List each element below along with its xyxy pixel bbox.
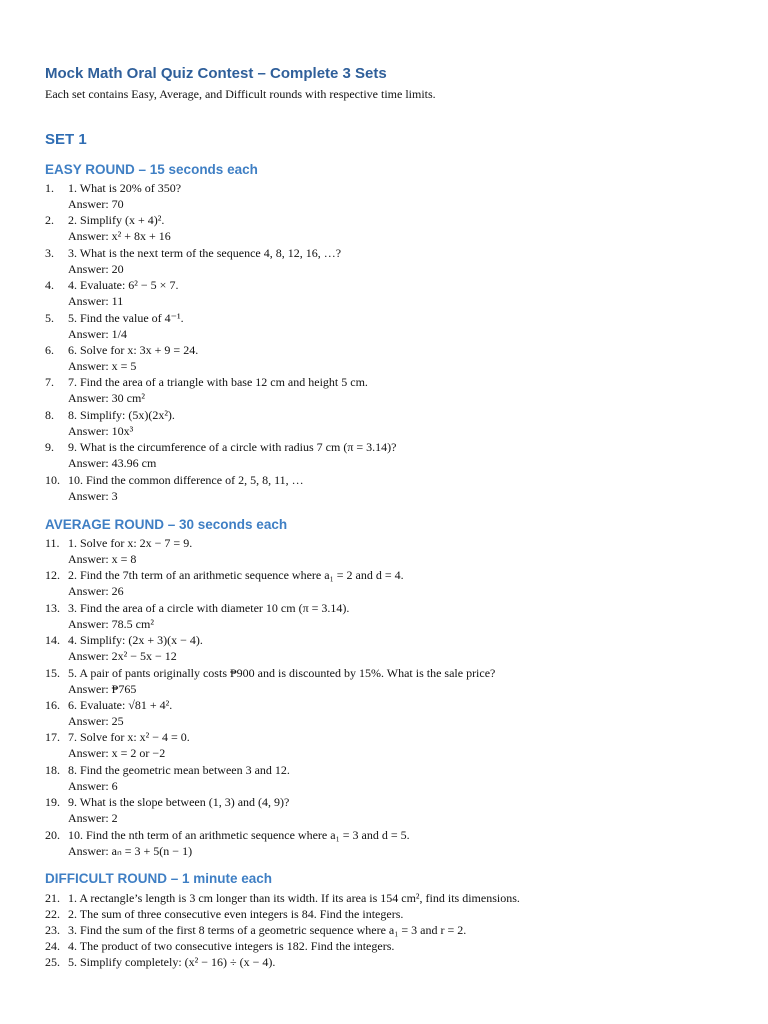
item-number: 14. (45, 633, 60, 648)
item-number: 20. (45, 827, 60, 842)
item-number: 16. (45, 698, 60, 712)
question-text: 5. Simplify completely: (x² − 16) ÷ (x − 4). (68, 955, 276, 970)
list-item (0, 567, 768, 599)
list-item (0, 407, 768, 439)
item-number: 6. (45, 343, 54, 357)
list-item (0, 954, 768, 986)
list-item (0, 472, 768, 504)
list-item (0, 794, 768, 826)
list-item (0, 310, 768, 342)
answer-text: Answer: x = 8 (68, 552, 137, 566)
question-text: 2. The sum of three consecutive even integers is 84. Find the integers. (68, 907, 404, 922)
item-number: 22. (45, 907, 60, 922)
list-item (0, 762, 768, 794)
average-round-heading: AVERAGE ROUND – 30 seconds each (45, 517, 288, 532)
set-1-heading: SET 1 (45, 131, 87, 148)
list-item (0, 342, 768, 374)
question-text: 1. Solve for x: 2x − 7 = 9. (68, 536, 193, 550)
list-item (0, 697, 768, 729)
answer-text: Answer: 78.5 cm² (68, 616, 154, 631)
document-subtitle: Each set contains Easy, Average, and Difficult rounds with respective time limits. (45, 87, 436, 101)
question-text: 5. A pair of pants originally costs ₱900 and is discounted by 15%. What is the sale price? (68, 665, 496, 680)
item-number: 13. (45, 600, 60, 615)
difficult-round-heading: DIFFICULT ROUND – 1 minute each (45, 871, 273, 886)
answer-text: Answer: ₱765 (68, 681, 137, 696)
item-number: 17. (45, 730, 60, 745)
item-number: 12. (45, 568, 60, 583)
item-number: 3. (45, 245, 54, 260)
question-text: 3. What is the next term of the sequence 4, 8, 12, 16, …? (68, 245, 342, 260)
question-text: 4. The product of two consecutive integers is 182. Find the integers. (68, 939, 395, 954)
answer-text: Answer: 2x² − 5x − 12 (68, 649, 177, 664)
item-number: 15. (45, 665, 60, 680)
list-item (0, 180, 768, 212)
question-text: 1. A rectangle’s length is 3 cm longer than its width. If its area is 154 cm², find its dimensions. (68, 891, 520, 905)
answer-text: Answer: 6 (68, 778, 118, 793)
item-number: 1. (45, 181, 54, 195)
item-number: 23. (45, 923, 60, 938)
list-item (0, 245, 768, 277)
item-number: 19. (45, 795, 60, 810)
item-number: 24. (45, 939, 60, 954)
question-text: 10. Find the nth term of an arithmetic sequence where a₁ = 3 and d = 5. (68, 827, 410, 842)
answer-text: Answer: 2 (68, 811, 118, 826)
question-text: 8. Simplify: (5x)(2x²). (68, 407, 175, 422)
list-item (0, 827, 768, 859)
question-text: 7. Find the area of a triangle with base 12 cm and height 5 cm. (68, 375, 368, 390)
question-text: 10. Find the common difference of 2, 5, 8, 11, … (68, 472, 304, 487)
answer-text: Answer: aₙ = 3 + 5(n − 1) (68, 843, 193, 858)
list-item (0, 374, 768, 406)
answer-text: Answer: 11 (68, 294, 124, 309)
answer-text: Answer: 10x³ (68, 423, 134, 438)
list-item (0, 212, 768, 244)
item-number: 5. (45, 310, 54, 325)
item-number: 18. (45, 762, 60, 777)
answer-text: Answer: 26 (68, 584, 124, 599)
easy-round-heading: EASY ROUND – 15 seconds each (45, 162, 258, 177)
list-item (0, 600, 768, 632)
list-item (0, 439, 768, 471)
item-number: 10. (45, 472, 60, 487)
question-text: 2. Find the 7th term of an arithmetic sequence where a₁ = 2 and d = 4. (68, 568, 404, 583)
answer-text: Answer: 20 (68, 261, 124, 276)
question-text: 2. Simplify (x + 4)². (68, 213, 165, 228)
item-number: 9. (45, 440, 54, 455)
item-number: 11. (45, 536, 60, 550)
answer-text: Answer: 1/4 (68, 326, 127, 341)
question-text: 8. Find the geometric mean between 3 and 12. (68, 762, 290, 777)
question-text: 5. Find the value of 4⁻¹. (68, 310, 184, 325)
answer-text: Answer: 30 cm² (68, 391, 145, 406)
answer-text: Answer: 25 (68, 714, 124, 728)
question-text: 7. Solve for x: x² − 4 = 0. (68, 730, 190, 745)
item-number: 25. (45, 955, 60, 970)
item-number: 2. (45, 213, 54, 228)
list-item (0, 535, 768, 567)
answer-text: Answer: x = 2 or −2 (68, 746, 166, 761)
question-text: 4. Evaluate: 6² − 5 × 7. (68, 278, 179, 293)
item-number: 21. (45, 891, 60, 905)
list-item (0, 632, 768, 664)
question-text: 4. Simplify: (2x + 3)(x − 4). (68, 633, 203, 648)
question-text: 9. What is the circumference of a circle with radius 7 cm (π = 3.14)? (68, 440, 397, 455)
question-text: 3. Find the area of a circle with diameter 10 cm (π = 3.14). (68, 600, 350, 615)
list-item (0, 729, 768, 761)
answer-text: Answer: x² + 8x + 16 (68, 229, 171, 244)
answer-text: Answer: 43.96 cm (68, 456, 157, 471)
answer-text: Answer: 70 (68, 197, 124, 211)
question-text: 6. Evaluate: √81 + 4². (68, 698, 173, 712)
item-number: 7. (45, 375, 54, 390)
list-item (0, 277, 768, 309)
question-text: 1. What is 20% of 350? (68, 181, 182, 195)
document-title: Mock Math Oral Quiz Contest – Complete 3 Sets (45, 65, 387, 82)
answer-text: Answer: 3 (68, 488, 118, 503)
answer-text: Answer: x = 5 (68, 359, 137, 373)
question-text: 9. What is the slope between (1, 3) and (4, 9)? (68, 795, 290, 810)
item-number: 4. (45, 278, 54, 293)
question-text: 3. Find the sum of the first 8 terms of a geometric sequence where a₁ = 3 and r = 2. (68, 923, 467, 938)
list-item (0, 665, 768, 697)
item-number: 8. (45, 407, 54, 422)
question-text: 6. Solve for x: 3x + 9 = 24. (68, 343, 199, 357)
